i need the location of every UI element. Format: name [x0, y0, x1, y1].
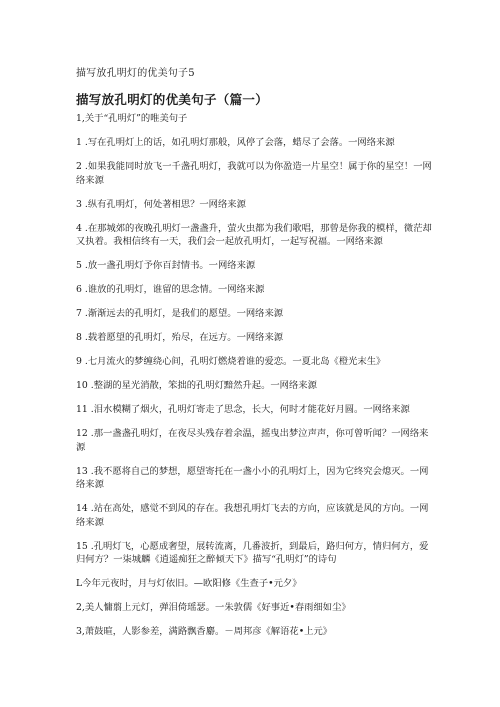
paragraph: L今年元夜时，月与灯依旧。—欧阳修《生查子•元夕》: [76, 578, 302, 589]
paragraph: 1,关于“孔明灯”的唯美句子: [76, 113, 188, 124]
paragraph: 15 .孔明灯飞，心愿成奢望，展转流离，几番波折，到最后，路归何方，情归何方，爱归何方？一柒城麟《逍遥痴狂之醉倾天下》描写“孔明灯”的诗句: [76, 540, 429, 565]
paragraph: 2,美人慵翦上元灯，弹泪倚瑶瑟。一朱敦儒《好事近•春雨细如尘》: [76, 602, 351, 613]
paragraph: 9 .七月流火的梦缠绕心间，孔明灯燃烧着谁的爱恋。一夏北岛《橙光末生》: [76, 356, 386, 367]
paragraph: 2 .如果我能同时放飞一千盏孔明灯，我就可以为你盈造一片星空！属于你的星空！一网络来源: [76, 161, 432, 186]
paragraph: 13 .我不愿将自己的梦想，愿望寄托在一盏小小的孔明灯上，因为它终究会熄灭。一网络来源: [76, 465, 429, 490]
document-title: 描写放孔明灯的优美句子5: [76, 68, 195, 79]
section-heading: 描写放孔明灯的优美句子（篇一）: [76, 92, 269, 107]
paragraph: 14 .站在高处，感觉不到风的存在。我想孔明灯飞去的方向，应该就是风的方向。一网络来源: [76, 503, 429, 528]
paragraph: 8 .载着愿望的孔明灯，殆尽，在远方。一网络来源: [76, 332, 284, 343]
paragraph: 3,萧鼓暄，人影参差，满路飘香麝。－周邦彦《解语花•上元》: [76, 626, 333, 637]
paragraph: 7 .渐渐远去的孔明灯，是我们的愿望。一网络来源: [76, 308, 284, 319]
paragraph: 1 .写在孔明灯上的话，如孔明灯那般，风停了会落，蜡尽了会落。一网络来源: [76, 137, 395, 148]
paragraph: 5 .放一盏孔明灯予你百封情书。一网络来源: [76, 260, 256, 271]
document-body: [76, 112, 436, 649]
paragraph: 10 .整湖的星光消散，笨拙的孔明灯黯然升起。一网络来源: [76, 380, 317, 391]
paragraph: 12 .那一盏盏孔明灯，在夜尽头残存着余温，摇曳出梦泣声声，你可曾听闻？一网络来源: [76, 428, 429, 453]
paragraph: 3 .纵有孔明灯，何处著相思？一网络来源: [76, 198, 246, 210]
paragraph: 4 .在那城郊的夜晚孔明灯一盏盏升，萤火虫都为我们歌唱，那曾是你我的模样，微茫却又执着。我相信终有一天，我们会一起放孔明灯，一起写祝福。一网络来源: [76, 222, 432, 247]
paragraph: 6 .谁放的孔明灯，谁留的思念情。一网络来源: [76, 284, 265, 295]
paragraph: 11 .泪水模糊了烟火，孔明灯寄走了思念，长大，何时才能花好月圆。一网络来源: [76, 404, 410, 415]
